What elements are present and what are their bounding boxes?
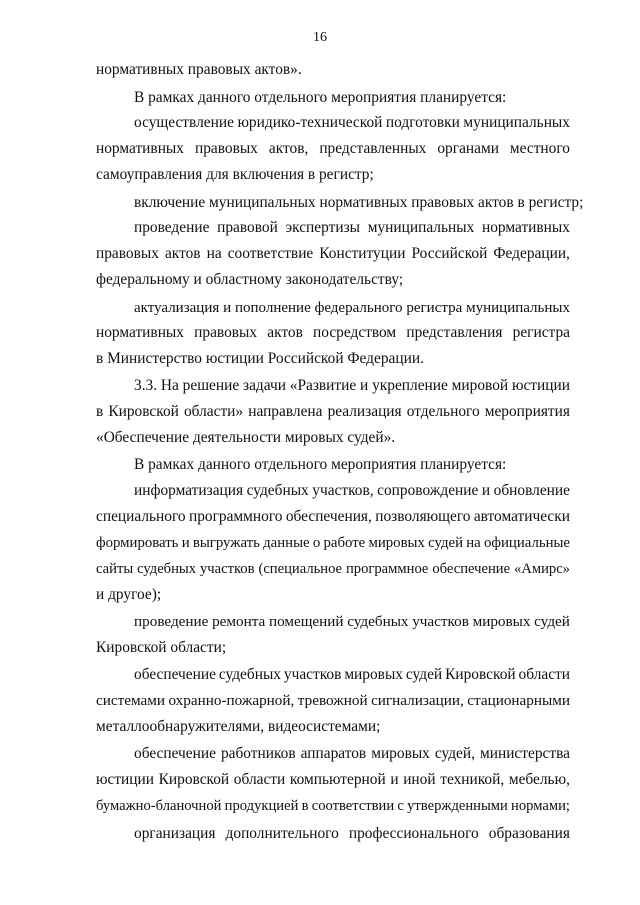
word: судей xyxy=(534,613,570,630)
word: мировых xyxy=(344,666,403,683)
word: Кировской xyxy=(445,666,516,683)
word: о xyxy=(312,535,321,551)
word: отдельного xyxy=(406,403,480,420)
word: работе xyxy=(323,535,366,551)
text-line: включение муниципальных нормативных правовых актов в регистр; xyxy=(134,194,584,211)
word: осуществление xyxy=(134,114,234,131)
word: и xyxy=(390,771,399,788)
word: нормами; xyxy=(511,798,570,814)
text-line xyxy=(96,797,570,815)
word: обеспечение xyxy=(134,666,216,683)
word: организация xyxy=(134,825,216,842)
word: задачи xyxy=(243,377,286,394)
word: решение xyxy=(182,377,240,394)
text-line xyxy=(134,299,570,317)
text-line: нормативных правовых актов». xyxy=(96,61,302,78)
word: ремонта xyxy=(212,613,266,630)
text-line xyxy=(96,534,570,552)
text-line: Кировской области; xyxy=(96,639,227,656)
text-line xyxy=(96,692,570,710)
word: соответствии xyxy=(311,798,395,814)
word: судей, xyxy=(434,745,475,762)
text-line: металлообнаружителями, видеосистемами; xyxy=(96,718,381,735)
word: реализация xyxy=(327,403,402,420)
word: Российской xyxy=(411,245,488,262)
word: юстиции xyxy=(96,771,155,788)
text-line xyxy=(134,377,570,395)
word: Кировской xyxy=(108,403,179,420)
text-line: В рамках данного отдельного мероприятия планируется: xyxy=(134,456,507,473)
word: данные xyxy=(263,535,310,551)
page-number: 16 xyxy=(313,30,327,45)
word: представленных xyxy=(319,140,427,157)
word: направлена xyxy=(248,403,323,420)
word: и xyxy=(223,300,232,316)
word: соответствие xyxy=(227,245,314,262)
text-line xyxy=(134,482,570,500)
word: продукцией xyxy=(224,798,299,814)
word: нормативных xyxy=(481,219,570,236)
word: регистра xyxy=(406,300,463,316)
word: программное xyxy=(346,561,429,577)
word: муниципальных xyxy=(466,300,570,316)
text-line: В рамках данного отдельного мероприятия планируется: xyxy=(134,89,507,106)
text-line xyxy=(134,666,570,684)
word: На xyxy=(160,377,179,394)
word: участков xyxy=(412,613,469,630)
text-line xyxy=(134,745,570,763)
word: обеспечение xyxy=(134,745,216,762)
word: Конституции xyxy=(319,245,406,262)
word: сигнализации, xyxy=(371,692,464,709)
text-line xyxy=(96,560,570,578)
word: мировых xyxy=(472,613,531,630)
word: выгружать xyxy=(192,535,260,551)
word: обеспечения, xyxy=(285,508,372,525)
word: и xyxy=(181,535,190,551)
word: экспертизы xyxy=(285,219,361,236)
word: на xyxy=(206,245,222,262)
word: федерального xyxy=(314,300,403,316)
word: актов xyxy=(267,324,303,341)
text-line: и другое); xyxy=(96,586,162,603)
word: формировать xyxy=(96,535,179,551)
word: образования xyxy=(488,825,570,842)
word: помещений xyxy=(268,613,344,630)
word: актов xyxy=(164,245,201,262)
word: мебелью, xyxy=(508,771,570,788)
word: компьютерной xyxy=(289,771,386,788)
text-line xyxy=(134,219,570,237)
word: нормативных xyxy=(96,140,184,157)
word: сопровождение xyxy=(377,482,479,499)
word: позволяющего xyxy=(375,508,471,525)
word: утвержденными xyxy=(407,798,508,814)
word: юридико-технической xyxy=(237,114,383,131)
word: охранно-пожарной, xyxy=(168,692,295,709)
text-line xyxy=(134,825,570,843)
word: проведение xyxy=(134,219,210,236)
word: работников xyxy=(220,745,296,762)
word: судей xyxy=(405,666,443,683)
text-line xyxy=(96,140,570,158)
word: специального xyxy=(96,508,186,525)
word: актов, xyxy=(268,140,309,157)
text-line xyxy=(96,771,570,789)
word: посредством xyxy=(313,324,397,341)
word: органами xyxy=(437,140,499,157)
text-line xyxy=(96,324,570,342)
word: проведение xyxy=(134,613,209,630)
word: техникой, xyxy=(440,771,505,788)
word: Федерации, xyxy=(493,245,570,262)
word: тревожной xyxy=(297,692,368,709)
word: подготовки xyxy=(385,114,460,131)
word: и xyxy=(481,482,491,499)
word: судебных xyxy=(137,561,197,577)
word: стационарными xyxy=(467,692,570,709)
word: муниципальных xyxy=(463,114,570,131)
word: правовых xyxy=(194,140,258,157)
word: нормативных xyxy=(96,324,184,341)
word: мировой xyxy=(451,377,509,394)
word: автоматически xyxy=(473,508,570,525)
word: аппаратов xyxy=(300,745,367,762)
text-line: «Обеспечение деятельности мировых судей». xyxy=(96,429,396,446)
word: юстиции xyxy=(511,377,570,394)
text-line xyxy=(134,613,570,631)
word: судебных xyxy=(347,613,409,630)
word: судебных xyxy=(218,666,281,683)
word: с xyxy=(397,798,404,814)
word: пополнение xyxy=(235,300,311,316)
word: правовой xyxy=(217,219,278,236)
word: участков xyxy=(199,561,255,577)
text-line xyxy=(134,114,570,132)
word: правовых xyxy=(194,324,258,341)
word: муниципальных xyxy=(367,219,475,236)
word: мировых xyxy=(371,745,430,762)
word: мероприятия xyxy=(484,403,570,420)
word: Кировской xyxy=(158,771,230,788)
word: министерства xyxy=(479,745,570,762)
word: дополнительного xyxy=(225,825,339,842)
word: судебных xyxy=(246,482,309,499)
word: регистра xyxy=(512,324,570,341)
word: в xyxy=(301,798,309,814)
word: официальные xyxy=(484,535,570,551)
word: обновление xyxy=(493,482,570,499)
word: информатизация xyxy=(134,482,244,499)
word: и xyxy=(360,377,369,394)
word: программного xyxy=(188,508,283,525)
word: иной xyxy=(403,771,436,788)
word: бумажно-бланочной xyxy=(96,798,222,814)
word: «Амирс» xyxy=(514,561,570,577)
word: мировых xyxy=(368,535,425,551)
word: в xyxy=(96,403,104,420)
word: на xyxy=(466,535,481,551)
word: представления xyxy=(406,324,503,341)
word: обеспечение xyxy=(432,561,511,577)
word: местного xyxy=(509,140,570,157)
word: профессионального xyxy=(348,825,479,842)
word: участков xyxy=(283,666,342,683)
text-line xyxy=(96,245,570,263)
word: актуализация xyxy=(134,300,220,316)
word: участков, xyxy=(312,482,374,499)
word: системами xyxy=(96,692,165,709)
word: судей xyxy=(428,535,463,551)
word: правовых xyxy=(96,245,159,262)
word: сайты xyxy=(96,561,134,577)
word: «Развитие xyxy=(289,377,357,394)
word: (специальное xyxy=(258,561,343,577)
word: области xyxy=(233,771,286,788)
word: области» xyxy=(183,403,244,420)
word: 3.3. xyxy=(134,377,158,394)
text-line: в Министерство юстиции Российской Федерации. xyxy=(96,350,424,367)
text-line xyxy=(96,508,570,526)
text-line: федеральному и областному законодательству; xyxy=(96,271,404,288)
word: области xyxy=(518,666,570,683)
word: укрепление xyxy=(372,377,448,394)
text-line xyxy=(96,403,570,421)
text-line: самоуправления для включения в регистр; xyxy=(96,166,374,183)
